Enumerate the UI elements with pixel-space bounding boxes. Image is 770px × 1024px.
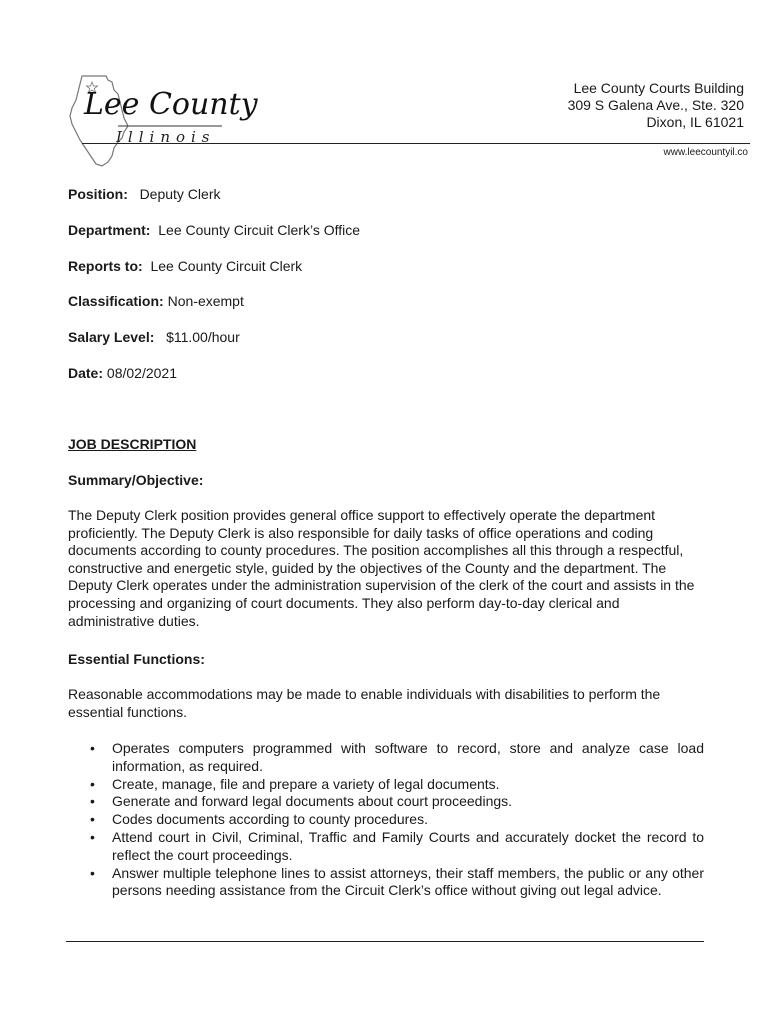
field-classification (68, 293, 244, 309)
bullet-icon: • (90, 793, 95, 810)
field-date (68, 365, 177, 381)
list-item-text: Operates computers programmed with software to record, store and analyze case load information, as required. (112, 740, 704, 774)
bullet-icon: • (90, 775, 95, 792)
address-line-1: Lee County Courts Building (573, 80, 744, 96)
logo-subtitle: Illinois (116, 128, 216, 146)
summary-heading: Summary/Objective: (68, 472, 204, 488)
classification-value: Non-exempt (167, 293, 244, 309)
bullet-icon: • (90, 864, 95, 881)
list-item-text: Generate and forward legal documents about court proceedings. (112, 793, 513, 810)
logo-title: Lee County (84, 87, 258, 122)
department-value: Lee County Circuit Clerk’s Office (158, 222, 361, 238)
summary-paragraph: The Deputy Clerk position provides general office support to effectively operate the department proficiently. The Deputy Clerk is also responsible for daily tasks of office operations and coding documents according to county procedures. The position accomplishes all this through a respectful, constructive and energetic style, guided by the objectives of the County and the department. The Deputy Clerk operates under the administration supervision of the clerk of the court and assists in the processing and organizing of court documents. They also perform day-to-day clerical and administrative duties. (68, 507, 695, 629)
list-item (90, 828, 704, 865)
list-item (90, 864, 704, 901)
field-position (68, 186, 220, 202)
bullet-icon: • (90, 740, 95, 756)
list-item-text: Attend court in Civil, Criminal, Traffic and Family Courts and accurately docket the record to reflect the court proceedings. (112, 828, 704, 863)
address-line-2: 309 S Galena Ave., Ste. 320 (567, 97, 744, 113)
list-item-text: Create, manage, file and prepare a variety of legal documents. (112, 775, 500, 792)
department-label: Department: (68, 222, 151, 238)
header-divider (82, 143, 750, 144)
reports-to-label: Reports to: (68, 258, 143, 274)
list-item (90, 740, 704, 776)
website-link[interactable]: www.leecountyil.co (663, 147, 748, 158)
field-salary-level (68, 329, 240, 345)
office-address (568, 80, 744, 131)
list-item-text: Answer multiple telephone lines to assist attorneys, their staff members, the public or any other persons needing assistance from the Circuit Clerk’s office without giving out legal advice. (112, 864, 704, 899)
salary-value: $11.00/hour (166, 329, 240, 345)
essential-functions-list (90, 740, 704, 900)
date-value: 08/02/2021 (106, 365, 177, 381)
date-label: Date: (68, 365, 104, 381)
footer-divider (66, 941, 704, 942)
classification-label: Classification: (68, 293, 164, 309)
bullet-icon: • (90, 828, 95, 845)
essential-functions-intro: Reasonable accommodations may be made to enable individuals with disabilities to perform the essential functions. (68, 686, 661, 720)
salary-label: Salary Level: (68, 329, 155, 345)
list-item-text: Codes documents according to county procedures. (112, 811, 428, 828)
job-description-heading: JOB DESCRIPTION (68, 436, 197, 452)
position-label: Position: (68, 186, 128, 202)
position-value: Deputy Clerk (139, 186, 221, 202)
lee-county-logo (62, 70, 258, 170)
bullet-icon: • (90, 811, 95, 828)
address-line-3: Dixon, IL 61021 (646, 114, 744, 130)
list-item (90, 811, 704, 829)
list-item (90, 775, 704, 794)
essential-functions-heading: Essential Functions: (68, 651, 205, 667)
field-reports-to (68, 258, 302, 274)
list-item (90, 793, 704, 811)
field-department (68, 222, 360, 238)
reports-to-value: Lee County Circuit Clerk (150, 258, 303, 274)
